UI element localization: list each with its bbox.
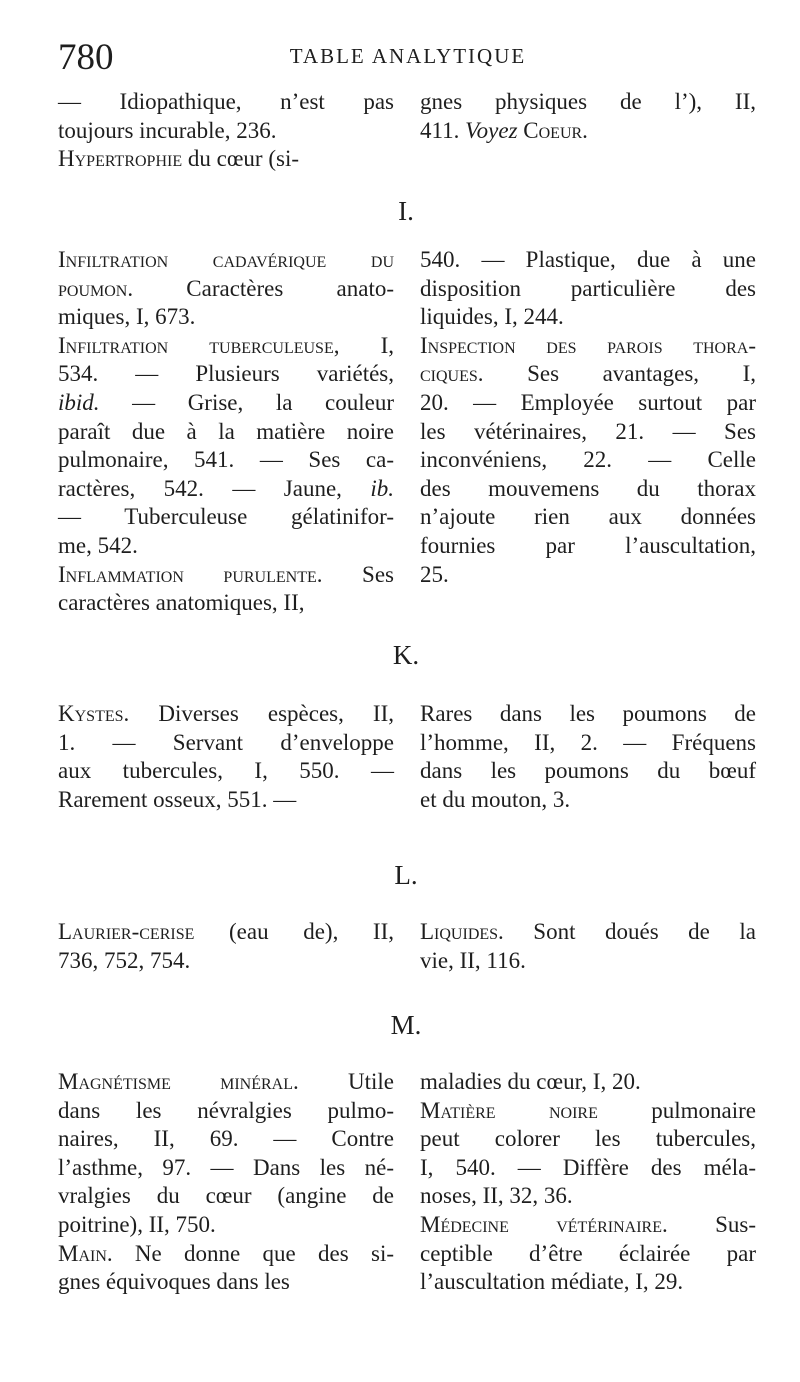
index-text: ibid. — [58, 389, 100, 415]
index-line — [58, 532, 394, 561]
index-line — [58, 1097, 394, 1126]
index-line — [420, 360, 756, 389]
index-text: Sus- — [667, 1211, 757, 1237]
right-column — [420, 88, 756, 145]
left-column — [58, 918, 394, 975]
index-line — [420, 729, 756, 758]
index-line — [58, 1068, 394, 1097]
index-text: 534. — Plusieurs variétés, — [58, 361, 394, 387]
page-number: 780 — [58, 37, 114, 78]
index-text: 411. — [420, 117, 466, 143]
left-column — [58, 88, 394, 174]
index-text: toujours incurable, 236. — [58, 117, 277, 143]
index-text: Diverses espèces, II, — [129, 701, 394, 726]
index-text: 540. — Plastique, due à une — [420, 247, 756, 272]
index-line — [58, 475, 394, 504]
index-line — [420, 786, 756, 815]
index-line — [420, 1125, 756, 1154]
index-text: poumon. — [58, 275, 134, 301]
index-line — [420, 561, 756, 590]
left-column — [58, 1068, 394, 1297]
index-line — [420, 1268, 756, 1297]
index-line — [58, 1182, 394, 1211]
index-text: — Tuberculeuse gélatinifor- — [58, 504, 394, 530]
index-line — [420, 275, 756, 304]
index-text: pulmonaire, 541. — Ses ca- — [58, 447, 394, 473]
index-line — [420, 418, 756, 447]
index-text: Liquides. — [420, 919, 504, 944]
index-text: l’auscultation médiate, I, 29. — [420, 1269, 684, 1295]
index-text: dans les névralgies pulmo- — [58, 1097, 394, 1123]
right-column — [420, 918, 756, 975]
index-line — [58, 1154, 394, 1183]
index-line — [420, 757, 756, 786]
index-text: Médecine vétérinaire. — [420, 1211, 668, 1237]
index-text: — Idiopathique, n’est pas — [58, 89, 394, 114]
index-text: Kystes. — [58, 701, 130, 726]
index-line — [58, 1125, 394, 1154]
index-line — [58, 786, 394, 815]
index-text: Ses — [322, 561, 395, 587]
index-line — [58, 418, 394, 447]
index-line — [58, 117, 394, 146]
index-text: inconvéniens, 22. — Celle — [420, 447, 756, 473]
index-line — [420, 88, 756, 117]
index-text: vie, II, 116. — [420, 947, 526, 973]
letter-heading: M. — [390, 1010, 422, 1040]
index-line — [58, 389, 394, 418]
index-text: Infiltration cadavérique du — [58, 247, 394, 272]
index-text: les vétérinaires, 21. — Ses — [420, 418, 756, 444]
running-title: TABLE ANALYTIQUE — [289, 44, 527, 68]
index-line — [58, 88, 394, 117]
index-text: aux tubercules, I, 550. — — [58, 758, 394, 784]
page-header — [58, 38, 758, 78]
index-text: gnes équivoques dans les — [58, 1269, 290, 1295]
index-line — [58, 246, 394, 275]
index-text: fournies par l’auscultation, — [420, 532, 756, 558]
index-line — [58, 700, 394, 729]
index-text: et du mouton, 3. — [420, 786, 571, 812]
index-line — [420, 389, 756, 418]
letter-heading: L. — [394, 860, 418, 890]
index-text: Sont doués de la — [503, 919, 756, 944]
index-text: ractères, 542. — Jaune, — [58, 475, 371, 501]
index-line — [58, 503, 394, 532]
index-text: gnes physiques de l’), II, — [420, 89, 756, 114]
index-text: pulmonaire — [597, 1097, 756, 1123]
index-text: disposition particulière des — [420, 275, 756, 301]
index-line — [58, 145, 394, 174]
index-line — [420, 918, 756, 947]
index-line — [420, 446, 756, 475]
right-column — [420, 700, 756, 814]
index-text: Laurier-cerise — [58, 919, 195, 944]
index-text: caractères anatomiques, II, — [58, 590, 305, 616]
index-text: Ne donne que des si- — [112, 1240, 394, 1266]
index-text: (eau de), II, — [194, 919, 394, 944]
index-line — [420, 332, 756, 361]
index-line — [420, 246, 756, 275]
index-line — [58, 332, 394, 361]
index-line — [420, 1211, 756, 1240]
index-line — [58, 561, 394, 590]
index-text: — Grise, la couleur — [99, 389, 394, 415]
index-line — [58, 589, 394, 618]
index-text: Magnétisme minéral. — [58, 1069, 299, 1094]
index-text: Coeur. — [517, 117, 588, 143]
index-line — [58, 446, 394, 475]
index-text: ceptible d’être éclairée par — [420, 1240, 756, 1266]
index-line — [58, 1240, 394, 1269]
letter-heading: I. — [398, 196, 414, 226]
index-text: maladies du cœur, I, 20. — [420, 1069, 641, 1094]
index-text: n’ajoute rien aux données — [420, 504, 756, 530]
index-text: des mouvemens du thorax — [420, 475, 756, 501]
index-line — [58, 918, 394, 947]
left-column — [58, 700, 394, 814]
index-line — [420, 532, 756, 561]
index-line — [420, 1240, 756, 1269]
index-text: Main. — [58, 1240, 113, 1266]
index-line — [58, 947, 394, 976]
index-text: Voyez — [465, 117, 518, 143]
index-text: poitrine), II, 750. — [58, 1211, 216, 1237]
index-line — [420, 503, 756, 532]
index-text: ib. — [370, 475, 394, 501]
index-text: liquides, I, 244. — [420, 304, 564, 330]
index-text: l’asthme, 97. — Dans les né- — [58, 1154, 394, 1180]
index-text: dans les poumons du bœuf — [420, 758, 756, 784]
index-text: I, — [339, 332, 394, 358]
index-line — [420, 303, 756, 332]
index-text: I, 540. — Diffère des méla- — [420, 1154, 756, 1180]
index-line — [420, 947, 756, 976]
index-line — [420, 1182, 756, 1211]
index-text: Rarement osseux, 551. — — [58, 786, 297, 812]
index-line — [420, 1068, 756, 1097]
index-line — [420, 1097, 756, 1126]
right-column — [420, 1068, 756, 1297]
index-text: Utile — [298, 1069, 394, 1094]
index-line — [58, 757, 394, 786]
index-text: Ses avantages, I, — [483, 361, 756, 387]
index-text: 20. — Employée surtout par — [420, 389, 756, 415]
index-text: Inflammation purulente. — [58, 561, 323, 587]
index-text: ciques. — [420, 361, 484, 387]
index-text: me, 542. — [58, 532, 138, 558]
index-text: Rares dans les poumons de — [420, 701, 756, 726]
index-line — [58, 1211, 394, 1240]
index-line — [58, 275, 394, 304]
index-line — [420, 700, 756, 729]
index-text: Infiltration tuberculeuse, — [58, 332, 340, 358]
index-text: l’homme, II, 2. — Fréquens — [420, 729, 756, 755]
index-text: miques, I, 673. — [58, 304, 196, 330]
right-column — [420, 246, 756, 589]
index-text: Inspection des parois thora- — [420, 332, 756, 358]
letter-heading: K. — [392, 640, 420, 670]
index-line — [58, 303, 394, 332]
index-text: Caractères anato- — [133, 275, 394, 301]
left-column — [58, 246, 394, 618]
index-text: noses, II, 32, 36. — [420, 1183, 573, 1209]
index-text: peut colorer les tubercules, — [420, 1126, 756, 1152]
index-text: 1. — Servant d’enveloppe — [58, 729, 394, 755]
index-text: Matière noire — [420, 1097, 598, 1123]
index-text: vralgies du cœur (angine de — [58, 1183, 394, 1209]
index-text: paraît due à la matière noire — [58, 418, 394, 444]
index-text: 736, 752, 754. — [58, 947, 191, 973]
index-line — [58, 1268, 394, 1297]
index-line — [420, 117, 756, 146]
index-text: du cœur (si- — [182, 146, 299, 172]
index-line — [58, 729, 394, 758]
index-text: naires, II, 69. — Contre — [58, 1126, 394, 1152]
index-text: Hypertrophie — [58, 146, 183, 172]
index-line — [420, 1154, 756, 1183]
index-line — [58, 360, 394, 389]
index-line — [420, 475, 756, 504]
index-text: 25. — [420, 561, 449, 587]
